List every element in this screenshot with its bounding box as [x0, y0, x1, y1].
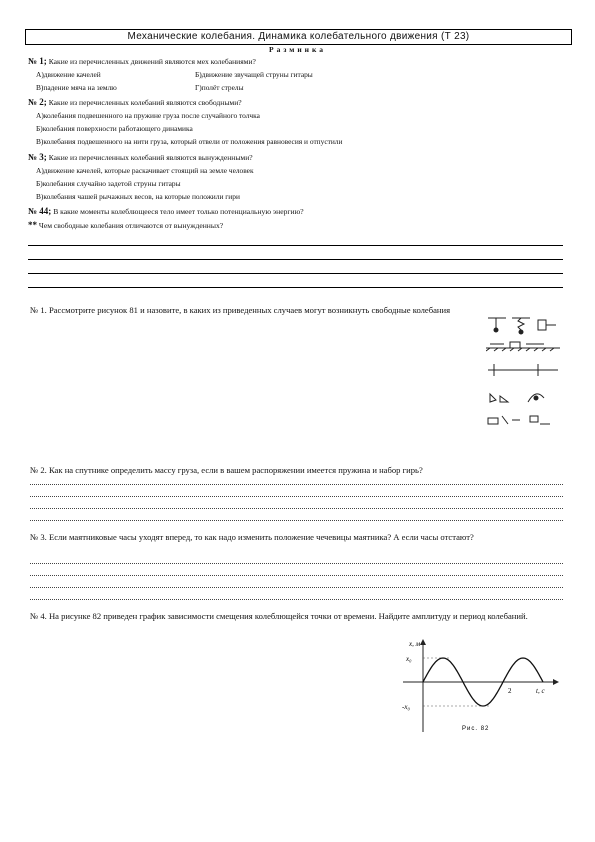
option-c: В)колебания подвешенного на нити груза, который отвели от положения равновесия и отпустили: [36, 137, 343, 146]
option-d: Г)полёт стрелы: [195, 83, 244, 92]
figure-82-graph: [398, 636, 568, 736]
answer-line[interactable]: [28, 273, 563, 274]
answer-line[interactable]: [30, 508, 563, 509]
question-text: Какие из перечисленных колебаний являются вынужденными?: [48, 153, 253, 162]
warmup-question-1: [28, 56, 256, 67]
answer-line[interactable]: [28, 287, 563, 288]
answer-line[interactable]: [30, 575, 563, 576]
answer-line[interactable]: [28, 245, 563, 246]
option-c: В)падение мяча на землю: [36, 83, 117, 92]
section-subtitle: Разминка: [269, 45, 326, 54]
x-tick-label: 2: [508, 687, 512, 695]
question-number: № 44;: [28, 206, 52, 216]
answer-line[interactable]: [30, 599, 563, 600]
y-tick-positive: x₀: [406, 655, 412, 663]
question-number: № 3;: [28, 152, 47, 162]
option-b: Б)колебания случайно задетой струны гитары: [36, 179, 181, 188]
option-a: А)движение качелей, которые раскачивает стоящий на земле человек: [36, 166, 254, 175]
y-tick-negative: -x₀: [402, 703, 410, 711]
question-text: Какие из перечисленных движений являются мех колебаниями?: [48, 57, 256, 66]
option-b: Б)колебания поверхности работающего динамика: [36, 124, 193, 133]
answer-line[interactable]: [30, 587, 563, 588]
warmup-question-5: [28, 220, 223, 231]
task-1-text: № 1. Рассмотрите рисунок 81 и назовите, в каких из приведенных случаев могут возникнуть свободные колебания: [30, 305, 451, 315]
option-a: А)движение качелей: [36, 70, 101, 79]
question-text: Чем свободные колебания отличаются от вынужденных?: [38, 221, 224, 230]
x-axis-label: t, с: [536, 687, 545, 695]
answer-line[interactable]: [30, 484, 563, 485]
y-axis-label: x, м: [409, 640, 421, 648]
warmup-question-3: [28, 152, 253, 163]
warmup-question-4: [28, 206, 304, 217]
question-text: В какие моменты колеблющееся тело имеет только потенциальную энергию?: [53, 207, 304, 216]
answer-line[interactable]: [30, 520, 563, 521]
question-number: № 2;: [28, 97, 47, 107]
page-title: Механические колебания. Динамика колебательного движения (Т 23): [25, 29, 572, 45]
task-2-text: № 2. Как на спутнике определить массу груза, если в вашем распоряжении имеется пружина и набор гирь?: [30, 465, 423, 475]
figure-81-image: [486, 312, 560, 438]
figure-caption: Рис. 82: [462, 726, 490, 732]
task-4-text: № 4. На рисунке 82 приведен график зависимости смещения колеблющейся точки от времени. Найдите амплитуду и период колебаний.: [30, 611, 528, 621]
answer-line[interactable]: [30, 496, 563, 497]
task-3-text: № 3. Если маятниковые часы уходят вперед, то как надо изменить положение чечевицы маятника? А если часы отстают?: [30, 532, 474, 542]
option-c: В)колебания чашей рычажных весов, на которые положили гири: [36, 192, 240, 201]
option-b: Б)движение звучащей струны гитары: [195, 70, 313, 79]
warmup-question-2: [28, 97, 242, 108]
answer-line[interactable]: [28, 259, 563, 260]
question-number: **: [28, 220, 37, 230]
question-number: № 1;: [28, 56, 47, 66]
answer-line[interactable]: [30, 563, 563, 564]
option-a: А)колебания подвешенного на пружине груза после случайного толчка: [36, 111, 260, 120]
question-text: Какие из перечисленных колебаний являются свободными?: [48, 98, 242, 107]
